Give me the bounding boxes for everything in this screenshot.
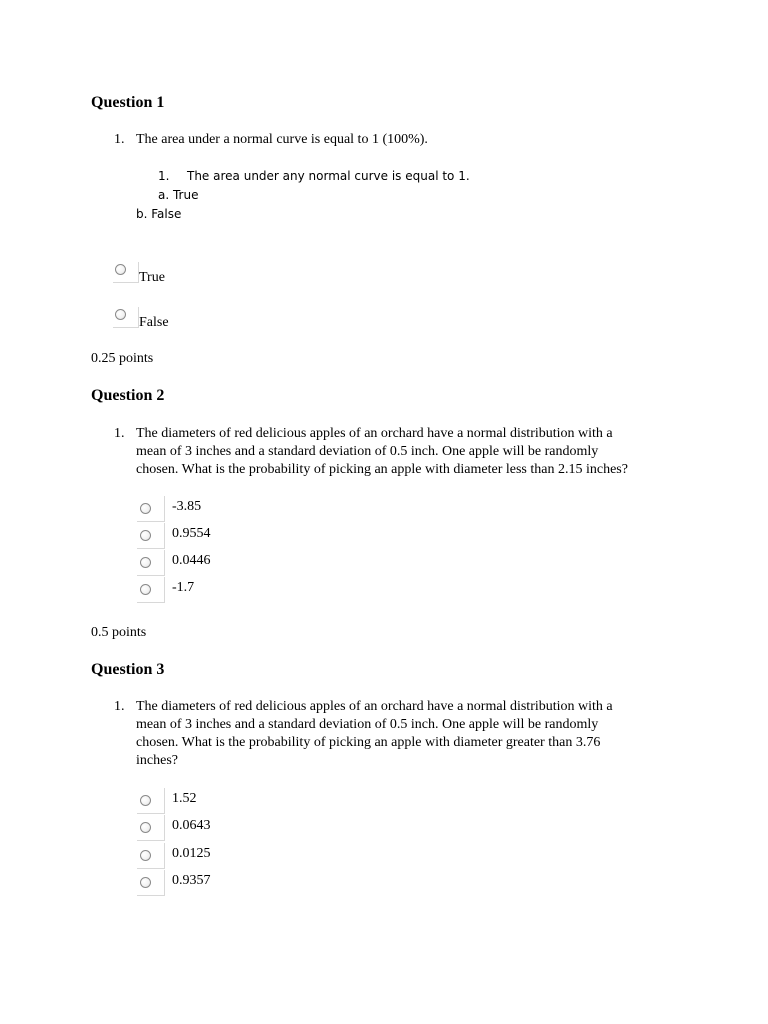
question-3-line-2: mean of 3 inches and a standard deviation of 0.5 inch. One apple will be randomly [136,717,599,732]
question-3-option-4[interactable]: 0.9357 [172,873,211,888]
question-2-option-2[interactable]: 0.9554 [172,526,211,541]
question-3-line-4: inches? [136,753,178,768]
question-1-number: 1. [114,132,125,147]
question-2-radio-2[interactable] [140,530,151,541]
question-3-radio-3[interactable] [140,850,151,861]
question-2-line-2: mean of 3 inches and a standard deviation of 0.5 inch. One apple will be randomly [136,444,599,459]
question-3-number: 1. [114,699,125,714]
question-1-inner-text: The area under any normal curve is equal to 1. [187,169,470,183]
question-1-inner-number: 1. [158,169,170,183]
question-3-radio-1[interactable] [140,795,151,806]
question-2-line-1: The diameters of red delicious apples of an orchard have a normal distribution with a [136,426,613,441]
question-2-title: Question 2 [91,387,165,404]
question-2-option-1[interactable]: -3.85 [172,499,202,514]
question-1-radio-false[interactable] [115,309,126,320]
question-3-radio-2[interactable] [140,822,151,833]
question-3-radio-4[interactable] [140,877,151,888]
question-1-points: 0.25 points [91,351,154,366]
question-1-title: Question 1 [91,94,165,111]
question-1-inner-option-b: b. False [136,207,182,221]
question-1-option-true[interactable]: True [139,270,165,285]
question-3-title: Question 3 [91,661,165,678]
question-3-line-3: chosen. What is the probability of picking an apple with diameter greater than 3.76 [136,735,601,750]
question-3-option-1[interactable]: 1.52 [172,791,197,806]
question-2-number: 1. [114,426,125,441]
question-2-radio-1[interactable] [140,503,151,514]
question-3-option-3[interactable]: 0.0125 [172,846,211,861]
question-1-inner-option-a: a. True [158,188,199,202]
question-3-line-1: The diameters of red delicious apples of an orchard have a normal distribution with a [136,699,613,714]
question-1-radio-true[interactable] [115,264,126,275]
question-1-option-false[interactable]: False [139,315,169,330]
question-2-line-3: chosen. What is the probability of picking an apple with diameter less than 2.15 inches? [136,462,628,477]
question-2-radio-3[interactable] [140,557,151,568]
question-2-radio-4[interactable] [140,584,151,595]
question-3-option-2[interactable]: 0.0643 [172,818,211,833]
question-2-points: 0.5 points [91,625,147,640]
question-2-option-4[interactable]: -1.7 [172,580,195,595]
question-1-text: The area under a normal curve is equal to 1 (100%). [136,132,428,147]
question-2-option-3[interactable]: 0.0446 [172,553,211,568]
